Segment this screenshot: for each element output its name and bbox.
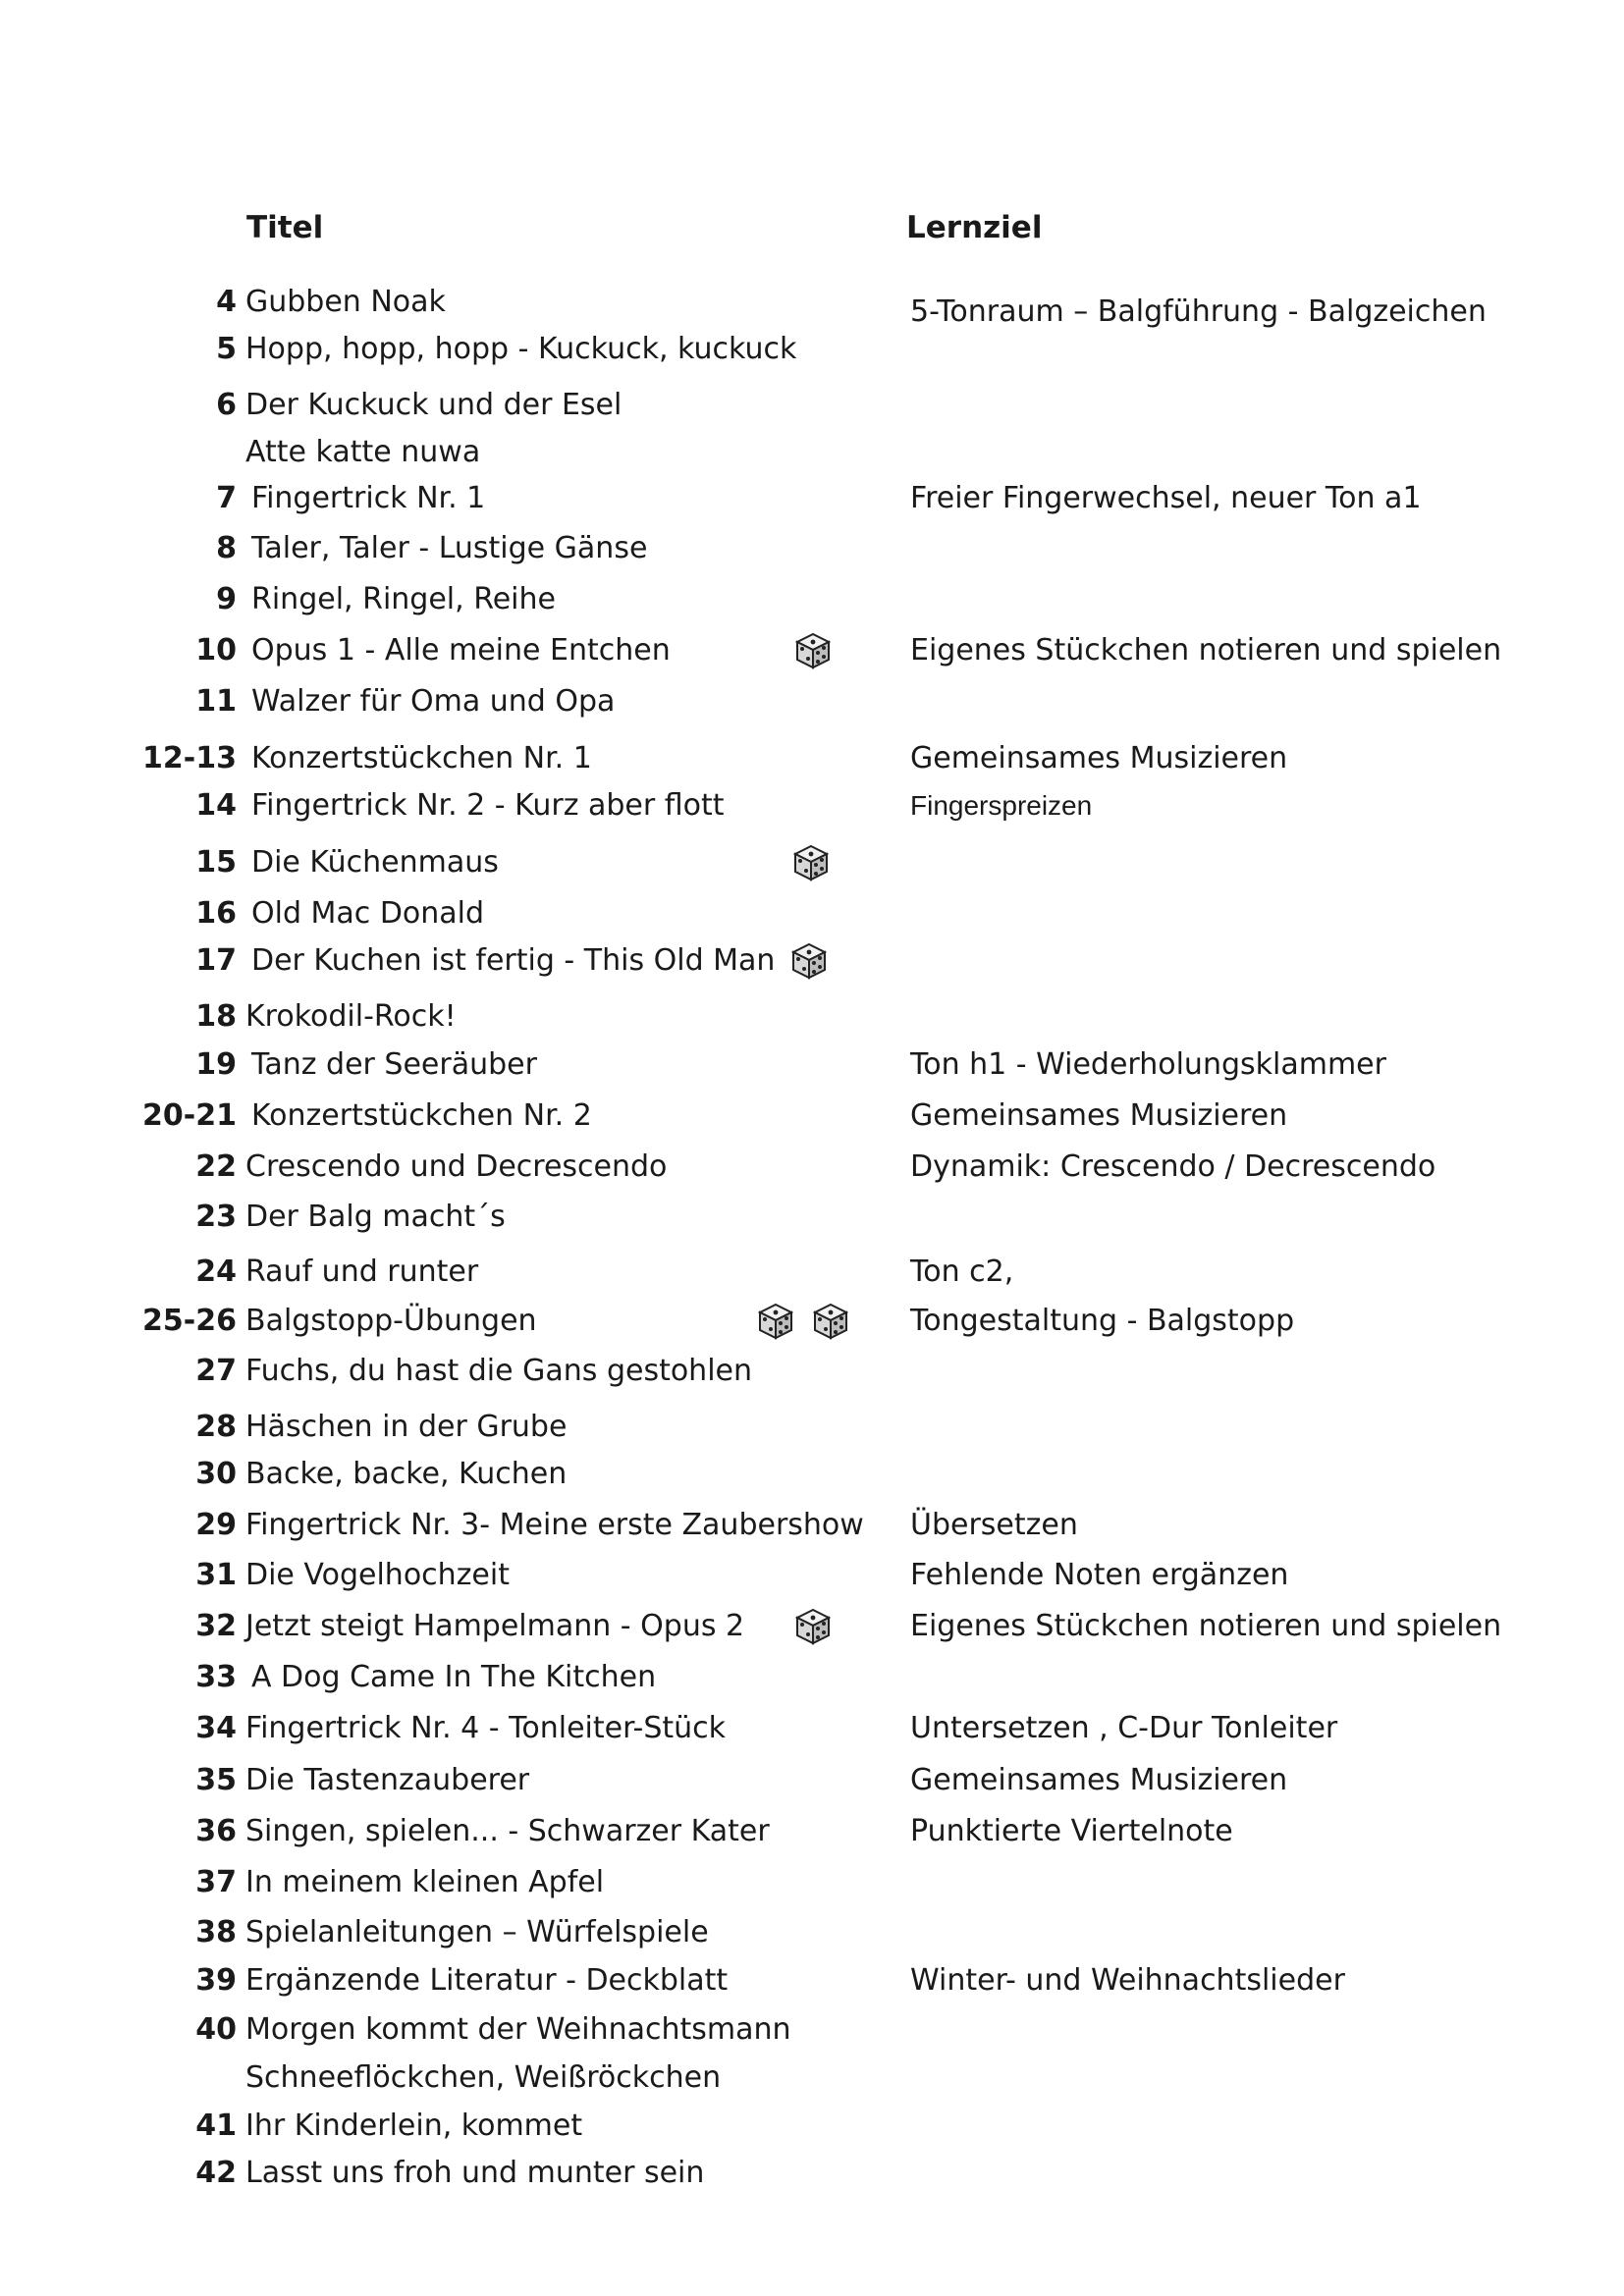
- song-title: In meinem kleinen Apfel: [245, 1865, 605, 1899]
- song-title: Der Kuchen ist fertig - This Old Man: [251, 943, 776, 978]
- list-item: [0, 1554, 1624, 1597]
- page-number: 22: [195, 1149, 237, 1184]
- song-title: Ergänzende Literatur - Deckblatt: [245, 1963, 729, 1998]
- list-item: [0, 1251, 1624, 1294]
- learning-goal: Freier Fingerwechsel, neuer Ton a1: [910, 481, 1422, 515]
- learning-goal: Fehlende Noten ergänzen: [910, 1558, 1289, 1592]
- learning-goal: Gemeinsames Musizieren: [910, 741, 1288, 775]
- dice-icon: [811, 1302, 850, 1341]
- page-number: 18: [195, 999, 237, 1034]
- list-item: [0, 1043, 1624, 1087]
- song-title: Fingertrick Nr. 4 - Tonleiter-Stück: [245, 1711, 727, 1745]
- page-number: 27: [195, 1354, 237, 1388]
- song-title: Taler, Taler - Lustige Gänse: [251, 531, 648, 565]
- page-number: 19: [195, 1047, 237, 1082]
- song-title: Fingertrick Nr. 1: [251, 481, 486, 515]
- list-item: [0, 784, 1624, 828]
- song-title: Die Vogelhochzeit: [245, 1558, 510, 1592]
- page-number: 5: [216, 332, 237, 366]
- page-number: 42: [195, 2156, 237, 2190]
- song-title: Spielanleitungen – Würfelspiele: [245, 1915, 709, 1949]
- page-number: 31: [195, 1558, 237, 1592]
- learning-goal: Winter- und Weihnachtslieder: [910, 1963, 1345, 1998]
- list-item: [0, 431, 1624, 474]
- page-number: 15: [195, 845, 237, 880]
- list-item: [0, 892, 1624, 935]
- page-number: 33: [195, 1660, 237, 1694]
- dice-icon: [756, 1302, 795, 1341]
- list-item: [0, 477, 1624, 520]
- page-number: 24: [195, 1255, 237, 1289]
- song-title: Morgen kommt der Weihnachtsmann: [245, 2012, 791, 2047]
- list-item: [0, 281, 1624, 324]
- page-number: 38: [195, 1915, 237, 1949]
- song-title: Opus 1 - Alle meine Entchen: [251, 633, 671, 667]
- page-number: 23: [195, 1200, 237, 1234]
- song-title: Ihr Kinderlein, kommet: [245, 2109, 583, 2143]
- song-title: Konzertstückchen Nr. 2: [251, 1098, 592, 1133]
- page-number: 36: [195, 1814, 237, 1848]
- page-number: 11: [195, 684, 237, 719]
- learning-goal: Eigenes Stückchen notieren und spielen: [910, 633, 1502, 667]
- learning-goal: Gemeinsames Musizieren: [910, 1098, 1288, 1133]
- page-number: 30: [195, 1457, 237, 1491]
- page-number: 35: [195, 1763, 237, 1797]
- page-number: 17: [195, 943, 237, 978]
- song-title: A Dog Came In The Kitchen: [251, 1660, 657, 1694]
- page-number: 34: [195, 1711, 237, 1745]
- list-item: [0, 578, 1624, 621]
- learning-goal: Übersetzen: [910, 1508, 1078, 1542]
- learning-goal: 5-Tonraum – Balgführung - Balgzeichen: [910, 294, 1487, 329]
- page-number: 8: [216, 531, 237, 565]
- page-number: 10: [195, 633, 237, 667]
- page-number: 39: [195, 1963, 237, 1998]
- song-title: Der Balg macht´s: [245, 1200, 506, 1234]
- list-item: [0, 1759, 1624, 1802]
- learning-goal: Untersetzen , C-Dur Tonleiter: [910, 1711, 1338, 1745]
- song-title: Fingertrick Nr. 3- Meine erste Zaubershow: [245, 1508, 864, 1542]
- learning-goal: Fingerspreizen: [910, 790, 1093, 821]
- song-title: Schneeflöckchen, Weißröckchen: [245, 2060, 722, 2095]
- list-item: [0, 1504, 1624, 1547]
- song-title: Die Tastenzauberer: [245, 1763, 530, 1797]
- list-item: [0, 2105, 1624, 2148]
- list-item: [0, 2152, 1624, 2195]
- song-title: Hopp, hopp, hopp - Kuckuck, kuckuck: [245, 332, 797, 366]
- learning-goal: Ton h1 - Wiederholungsklammer: [910, 1047, 1386, 1082]
- song-title: Rauf und runter: [245, 1255, 479, 1289]
- song-title: Gubben Noak: [245, 285, 446, 319]
- list-item: [0, 1453, 1624, 1496]
- list-item: [0, 527, 1624, 570]
- dice-icon: [789, 941, 829, 981]
- song-title: Balgstopp-Übungen: [245, 1304, 537, 1338]
- learning-goal: Ton c2,: [910, 1255, 1014, 1289]
- page-number: 20-21: [142, 1098, 237, 1133]
- list-item: [0, 2056, 1624, 2100]
- song-title: Fingertrick Nr. 2 - Kurz aber flott: [251, 788, 725, 823]
- page-number: 4: [216, 285, 237, 319]
- song-title: Häschen in der Grube: [245, 1410, 568, 1444]
- list-item: [0, 1095, 1624, 1138]
- song-title: Die Küchenmaus: [251, 845, 499, 880]
- list-item: [0, 1146, 1624, 1189]
- list-item: [0, 328, 1624, 371]
- list-item: [0, 1861, 1624, 1904]
- list-item: [0, 1959, 1624, 2002]
- page-number: 28: [195, 1410, 237, 1444]
- list-item: [0, 1707, 1624, 1750]
- song-title: Singen, spielen... - Schwarzer Kater: [245, 1814, 770, 1848]
- song-title: Walzer für Oma und Opa: [251, 684, 616, 719]
- page-number: 41: [195, 2109, 237, 2143]
- learning-goal: Gemeinsames Musizieren: [910, 1763, 1288, 1797]
- page-number: 32: [195, 1609, 237, 1643]
- list-item: [0, 384, 1624, 427]
- list-item: [0, 1911, 1624, 1954]
- page-number: 16: [195, 896, 237, 931]
- dice-icon: [791, 843, 831, 882]
- song-title: Backe, backe, Kuchen: [245, 1457, 568, 1491]
- list-item: [0, 1406, 1624, 1449]
- learning-goal: Punktierte Viertelnote: [910, 1814, 1233, 1848]
- learning-goal: Dynamik: Crescendo / Decrescendo: [910, 1149, 1436, 1184]
- page-number: 12-13: [142, 741, 237, 775]
- song-title: Atte katte nuwa: [245, 435, 481, 469]
- list-item: [0, 1350, 1624, 1393]
- page-number: 6: [216, 388, 237, 422]
- list-item: [0, 1656, 1624, 1699]
- page-number: 40: [195, 2012, 237, 2047]
- song-title: Krokodil-Rock!: [245, 999, 457, 1034]
- header-titel: Titel: [246, 210, 324, 245]
- list-item: [0, 1810, 1624, 1853]
- song-title: Ringel, Ringel, Reihe: [251, 582, 556, 616]
- song-title: Lasst uns froh und munter sein: [245, 2156, 705, 2190]
- header-lernziel: Lernziel: [906, 210, 1043, 245]
- song-title: Jetzt steigt Hampelmann - Opus 2: [245, 1609, 745, 1643]
- page-number: 14: [195, 788, 237, 823]
- dice-icon: [793, 1607, 833, 1646]
- page-number: 25-26: [142, 1304, 237, 1338]
- song-title: Crescendo und Decrescendo: [245, 1149, 668, 1184]
- song-title: Der Kuckuck und der Esel: [245, 388, 623, 422]
- list-item: [0, 737, 1624, 780]
- list-item: [0, 2008, 1624, 2052]
- page-number: 37: [195, 1865, 237, 1899]
- learning-goal: Eigenes Stückchen notieren und spielen: [910, 1609, 1502, 1643]
- song-title: Tanz der Seeräuber: [251, 1047, 537, 1082]
- list-item: [0, 1196, 1624, 1239]
- list-item: [0, 680, 1624, 723]
- dice-icon: [793, 631, 833, 670]
- page-number: 7: [216, 481, 237, 515]
- learning-goal: Tongestaltung - Balgstopp: [910, 1304, 1295, 1338]
- song-title: Konzertstückchen Nr. 1: [251, 741, 592, 775]
- song-title: Fuchs, du hast die Gans gestohlen: [245, 1354, 753, 1388]
- song-title: Old Mac Donald: [251, 896, 485, 931]
- list-item: [0, 995, 1624, 1039]
- page-number: 29: [195, 1508, 237, 1542]
- page-number: 9: [216, 582, 237, 616]
